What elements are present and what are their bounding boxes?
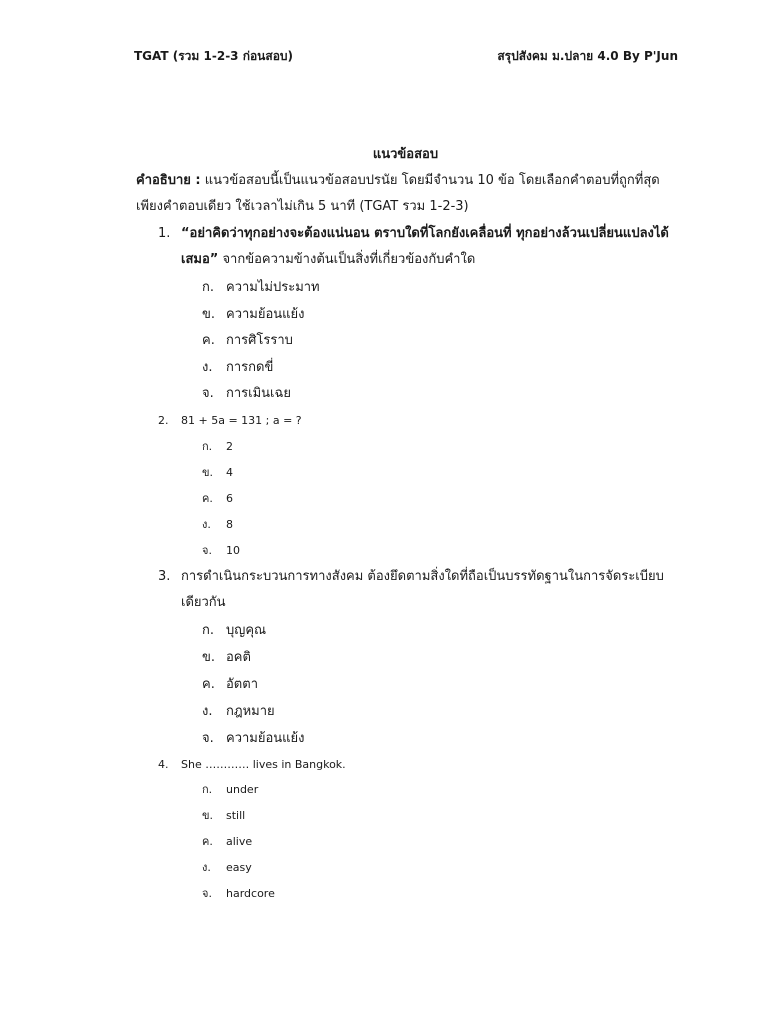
option-letter: ข. xyxy=(202,809,214,822)
option-item xyxy=(202,460,233,486)
option-letter: ก. xyxy=(202,623,215,638)
option-letter: ค. xyxy=(202,677,215,692)
question-quote: “อย่าคิดว่าทุกอย่างจะต้องแน่นอน ตราบใดที่โลกยังเคลื่อนที่ ทุกอย่างล้วนเปลี่ยนแปลงได้เสมอ” xyxy=(181,226,669,267)
page-title: แนวข้อสอบ xyxy=(372,147,439,162)
option-item xyxy=(202,512,233,538)
option-item xyxy=(202,434,233,460)
option-item xyxy=(202,302,305,328)
option-letter: ข. xyxy=(202,307,216,322)
question-text xyxy=(181,221,681,273)
header-left-title: TGAT (รวม 1-2-3 ก่อนสอบ) xyxy=(134,49,294,63)
option-text: under xyxy=(226,783,259,796)
option-text: ความย้อนแย้ง xyxy=(226,731,305,746)
option-text: การศิโรราบ xyxy=(226,333,293,348)
option-text: 8 xyxy=(226,518,233,531)
instruction-paragraph xyxy=(136,168,684,220)
option-letter: ข. xyxy=(202,466,214,479)
question-2 xyxy=(158,408,681,434)
header-right-title: สรุปสังคม ม.ปลาย 4.0 By P'Jun xyxy=(497,49,678,63)
option-letter: ก. xyxy=(202,280,215,295)
question-1 xyxy=(158,221,681,273)
option-letter: ค. xyxy=(202,333,215,348)
option-text: กฎหมาย xyxy=(226,704,275,719)
option-item xyxy=(202,672,258,698)
question-4 xyxy=(158,752,681,778)
option-text: การกดขี่ xyxy=(226,360,274,375)
question-number: 4. xyxy=(158,758,169,771)
option-text: ความย้อนแย้ง xyxy=(226,307,305,322)
option-letter: ง. xyxy=(202,360,213,375)
option-item xyxy=(202,726,305,752)
option-text: easy xyxy=(226,861,252,874)
option-text: ความไม่ประมาท xyxy=(226,280,320,295)
option-text: 6 xyxy=(226,492,233,505)
question-text: She ………… lives in Bangkok. xyxy=(181,758,346,771)
option-letter: ค. xyxy=(202,492,213,505)
option-text: still xyxy=(226,809,246,822)
option-letter: ง. xyxy=(202,861,211,874)
option-text: การเมินเฉย xyxy=(226,386,291,401)
option-item xyxy=(202,355,273,381)
option-item xyxy=(202,645,251,671)
option-letter: จ. xyxy=(202,544,212,557)
option-text: 4 xyxy=(226,466,233,479)
option-letter: ค. xyxy=(202,835,213,848)
instruction-label: คำอธิบาย : xyxy=(136,173,201,188)
option-item xyxy=(202,328,293,354)
question-text: 81 + 5a = 131 ; a = ? xyxy=(181,414,302,427)
instruction-text: แนวข้อสอบนี้เป็นแนวข้อสอบปรนัย โดยมีจำนวน 10 ข้อ โดยเลือกคำตอบที่ถูกที่สุดเพียงคำตอบเดียว ใช้เวลาไม่เกิน 5 นาที (TGAT รวม 1-2-3) xyxy=(136,173,660,214)
option-item xyxy=(202,275,320,301)
option-text: alive xyxy=(226,835,253,848)
option-letter: ก. xyxy=(202,440,213,453)
option-item xyxy=(202,699,275,725)
option-letter: จ. xyxy=(202,887,212,900)
option-item xyxy=(202,618,266,644)
option-letter: ข. xyxy=(202,650,216,665)
option-item xyxy=(202,803,245,829)
question-number: 3. xyxy=(158,569,171,584)
option-text: บุญคุณ xyxy=(226,623,267,638)
option-item xyxy=(202,829,252,855)
option-item xyxy=(202,881,275,907)
option-letter: จ. xyxy=(202,731,214,746)
question-text: การดำเนินกระบวนการทางสังคม ต้องยึดตามสิ่งใดที่ถือเป็นบรรทัดฐานในการจัดระเบียบเดียวกัน xyxy=(181,569,664,610)
option-item xyxy=(202,538,240,564)
option-letter: ง. xyxy=(202,704,213,719)
option-text: 2 xyxy=(226,440,233,453)
option-text: อคติ xyxy=(226,650,251,665)
option-letter: ง. xyxy=(202,518,211,531)
question-3 xyxy=(158,564,681,616)
option-text: 10 xyxy=(226,544,240,557)
option-letter: จ. xyxy=(202,386,214,401)
option-item xyxy=(202,381,291,407)
option-item xyxy=(202,855,252,881)
option-letter: ก. xyxy=(202,783,213,796)
option-text: อัตตา xyxy=(226,677,258,692)
question-prompt: จากข้อความข้างต้นเป็นสิ่งที่เกี่ยวข้องกับคำใด xyxy=(218,252,476,267)
option-item xyxy=(202,777,258,803)
question-number: 2. xyxy=(158,414,169,427)
option-text: hardcore xyxy=(226,887,275,900)
option-item xyxy=(202,486,233,512)
question-number: 1. xyxy=(158,226,171,241)
